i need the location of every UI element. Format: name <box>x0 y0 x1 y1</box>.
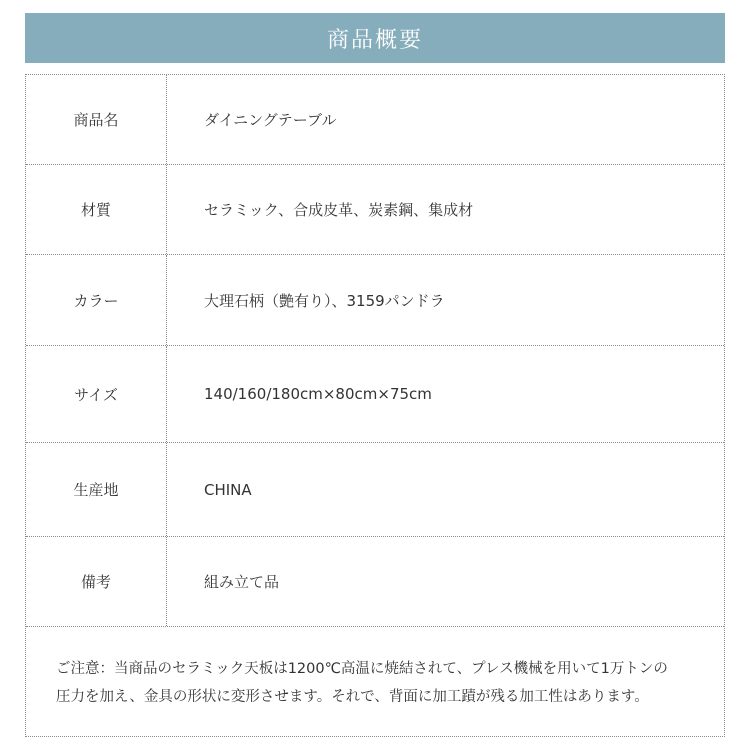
spec-row-origin <box>26 443 724 537</box>
spec-value: CHINA <box>204 480 252 499</box>
spec-label: 備考 <box>26 537 167 626</box>
spec-value: セラミック、合成皮革、炭素鋼、集成材 <box>204 201 474 219</box>
spec-value: 大理石柄（艶有り）、3159パンドラ <box>204 291 445 310</box>
spec-label: カラー <box>26 255 167 345</box>
section-title: 商品概要 <box>326 27 423 53</box>
section-header <box>25 13 725 63</box>
spec-table <box>25 74 725 737</box>
caution-note-line: 圧力を加え、金具の形状に変形させます。それで、背面に加工蹟が残る加工性はあります。 <box>56 689 649 705</box>
spec-label: 生産地 <box>26 443 167 536</box>
spec-value: 組み立て品 <box>204 573 280 591</box>
spec-value: 140/160/180cm×80cm×75cm <box>204 385 432 403</box>
spec-label: 材質 <box>26 165 167 254</box>
caution-note <box>56 655 716 711</box>
spec-row-remarks <box>26 537 724 627</box>
spec-row-material <box>26 165 724 255</box>
spec-row-color <box>26 255 724 346</box>
caution-note-line: ご注意：当商品のセラミック天板は1200℃高温に焼結されて、プレス機械を用いて1万トンの <box>56 661 668 677</box>
spec-row-size <box>26 346 724 443</box>
spec-label: サイズ <box>26 346 167 442</box>
spec-label: 商品名 <box>26 75 167 164</box>
spec-value: ダイニングテーブル <box>204 111 337 129</box>
spec-row-product-name <box>26 75 724 165</box>
